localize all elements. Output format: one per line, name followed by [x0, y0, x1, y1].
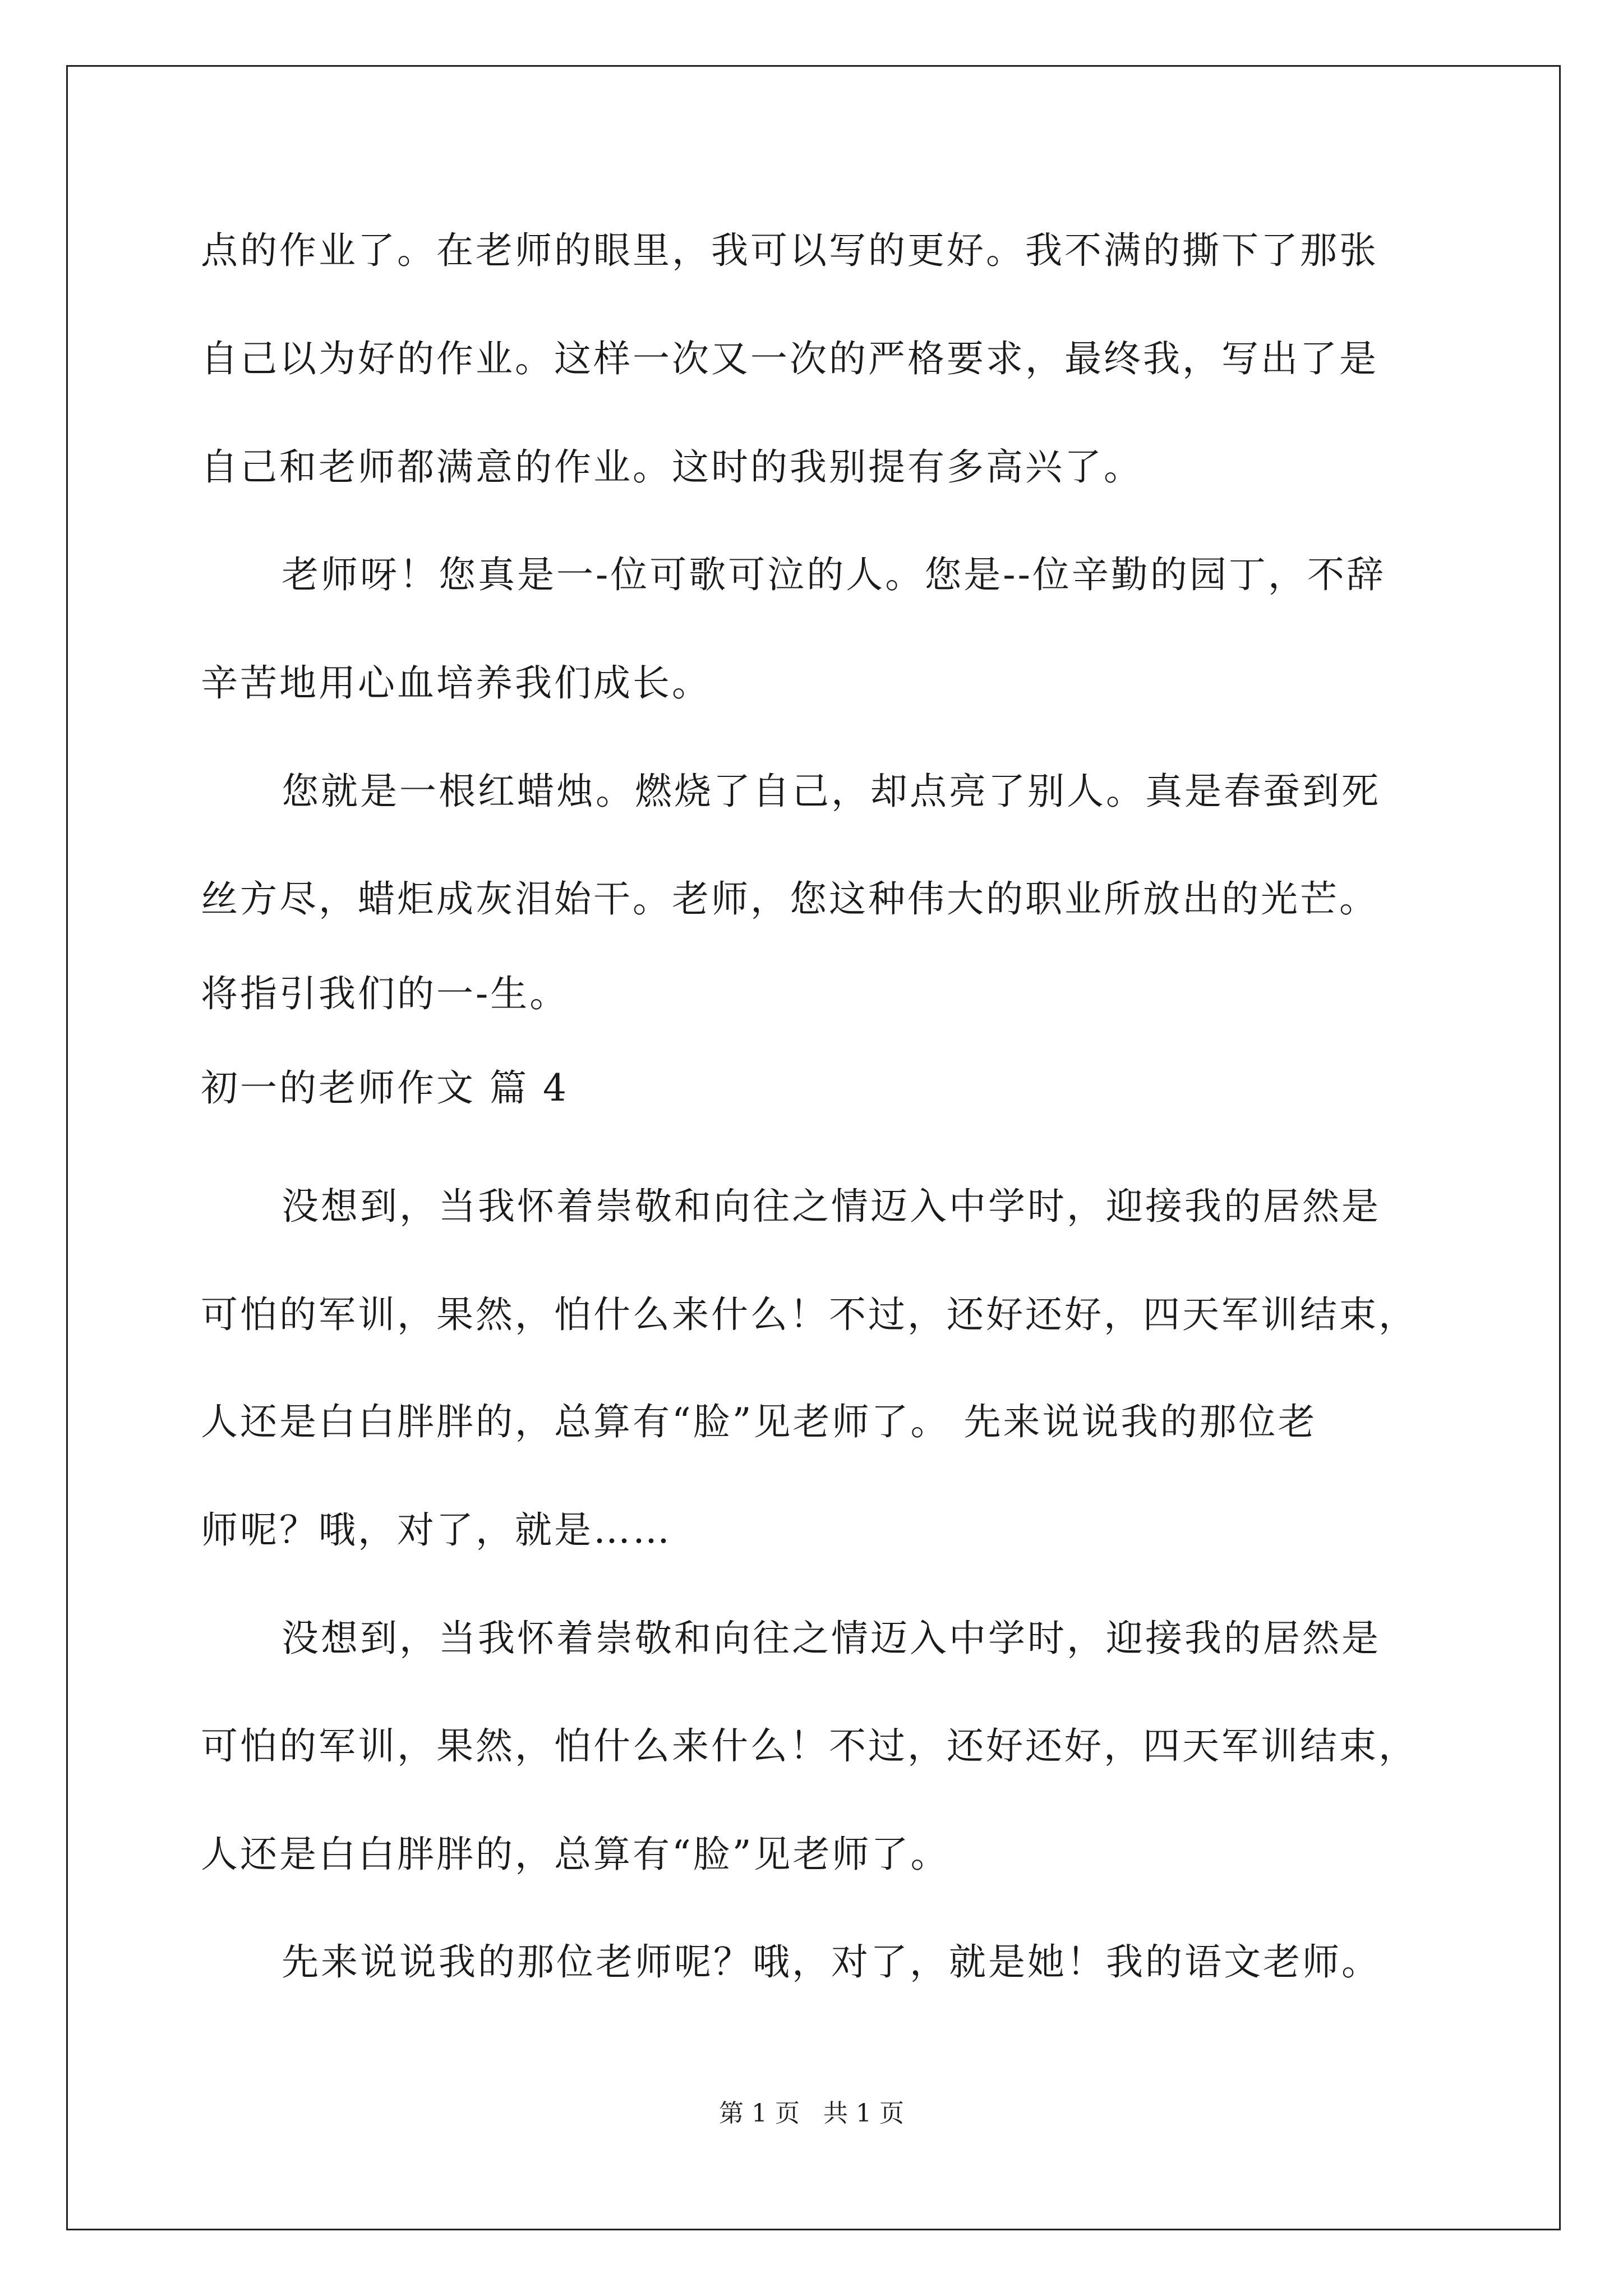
text-line: 将指引我们的一-生。	[201, 972, 569, 1015]
text-line: 辛苦地用心血培养我们成长。	[201, 661, 711, 705]
text-line: 老师呀！您真是一-位可歌可泣的人。您是--位辛勤的园丁，不辞	[282, 553, 1386, 596]
text-line: 师呢？哦，对了，就是……	[201, 1508, 672, 1552]
section-heading: 初一的老师作文 篇 4	[201, 1066, 569, 1110]
text-line: 自己和老师都满意的作业。这时的我别提有多高兴了。	[201, 445, 1143, 489]
text-line: 丝方尽，蜡炬成灰泪始干。老师，您这种伟大的职业所放出的光芒。	[201, 877, 1378, 921]
text-line: 没想到，当我怀着崇敬和向往之情迈入中学时，迎接我的居然是	[282, 1617, 1381, 1660]
text-line: 人还是白白胖胖的，总算有“脸”见老师了。 先来说说我的那位老	[201, 1400, 1317, 1443]
text-line: 可怕的军训，果然，怕什么来什么！不过，还好还好，四天军训结束，	[201, 1293, 1418, 1336]
text-line: 您就是一根红蜡烛。燃烧了自己，却点亮了别人。真是春蚕到死	[282, 770, 1381, 813]
text-line: 先来说说我的那位老师呢？哦，对了，就是她！我的语文老师。	[282, 1940, 1381, 1984]
text-line: 可怕的军训，果然，怕什么来什么！不过，还好还好，四天军训结束，	[201, 1724, 1418, 1768]
text-line: 人还是白白胖胖的，总算有“脸”见老师了。	[201, 1833, 950, 1876]
text-line: 点的作业了。在老师的眼里，我可以写的更好。我不满的撕下了那张	[201, 229, 1378, 272]
page-border	[66, 65, 1561, 2230]
page-footer: 第 1 页 共 1 页	[719, 2099, 904, 2128]
text-line: 没想到，当我怀着崇敬和向往之情迈入中学时，迎接我的居然是	[282, 1185, 1381, 1228]
text-line: 自己以为好的作业。这样一次又一次的严格要求，最终我，写出了是	[201, 337, 1378, 380]
